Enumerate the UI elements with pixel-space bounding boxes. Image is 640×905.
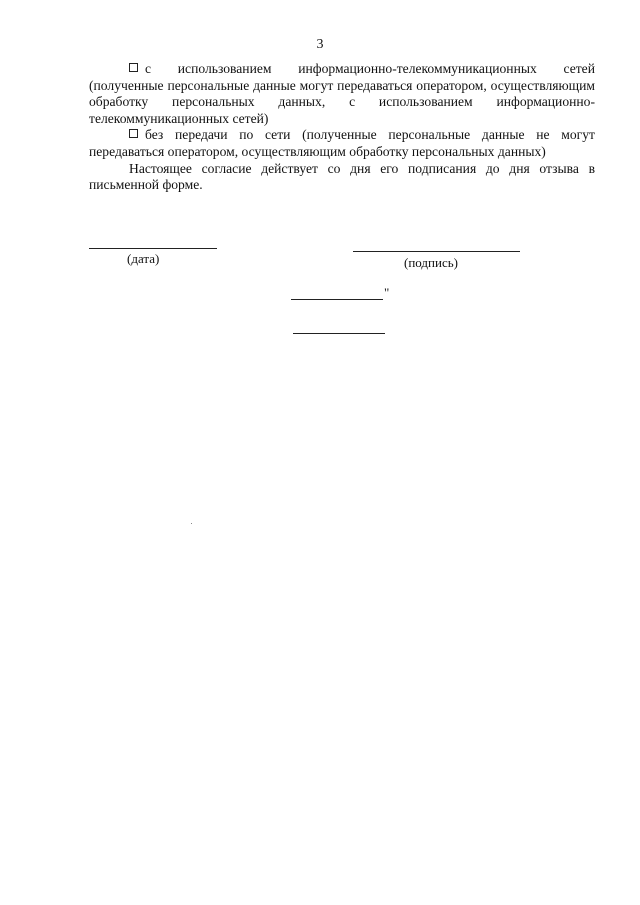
option-no-network-checkbox[interactable] <box>129 129 138 138</box>
document-body <box>89 61 595 194</box>
page-number: 3 <box>316 37 324 52</box>
scan-speck <box>191 523 192 524</box>
date-line <box>89 248 217 249</box>
option-no-network-text: без передачи по сети (полученные персональные данные не могут передаваться оператором, осуществляющим обработку персональных данных) <box>89 127 595 159</box>
validity-paragraph: Настоящее согласие действует со дня его подписания до дня отзыва в письменной форме. <box>89 160 595 193</box>
signature-line <box>353 251 520 252</box>
closing-line-1 <box>291 299 383 300</box>
date-label: (дата) <box>127 251 160 266</box>
option-network <box>89 61 595 127</box>
option-network-text: с использованием информационно-телекоммуникационных сетей (полученные персональные данные могут передаваться оператором, осуществляющим обработку персональных данных, с использованием информационно-телекоммуникационных сетей) <box>89 61 595 126</box>
option-no-network <box>89 127 595 160</box>
closing-line-2 <box>293 333 385 334</box>
option-network-checkbox[interactable] <box>129 63 138 72</box>
signature-label: (подпись) <box>404 255 458 270</box>
closing-quote-mark: " <box>384 285 390 300</box>
